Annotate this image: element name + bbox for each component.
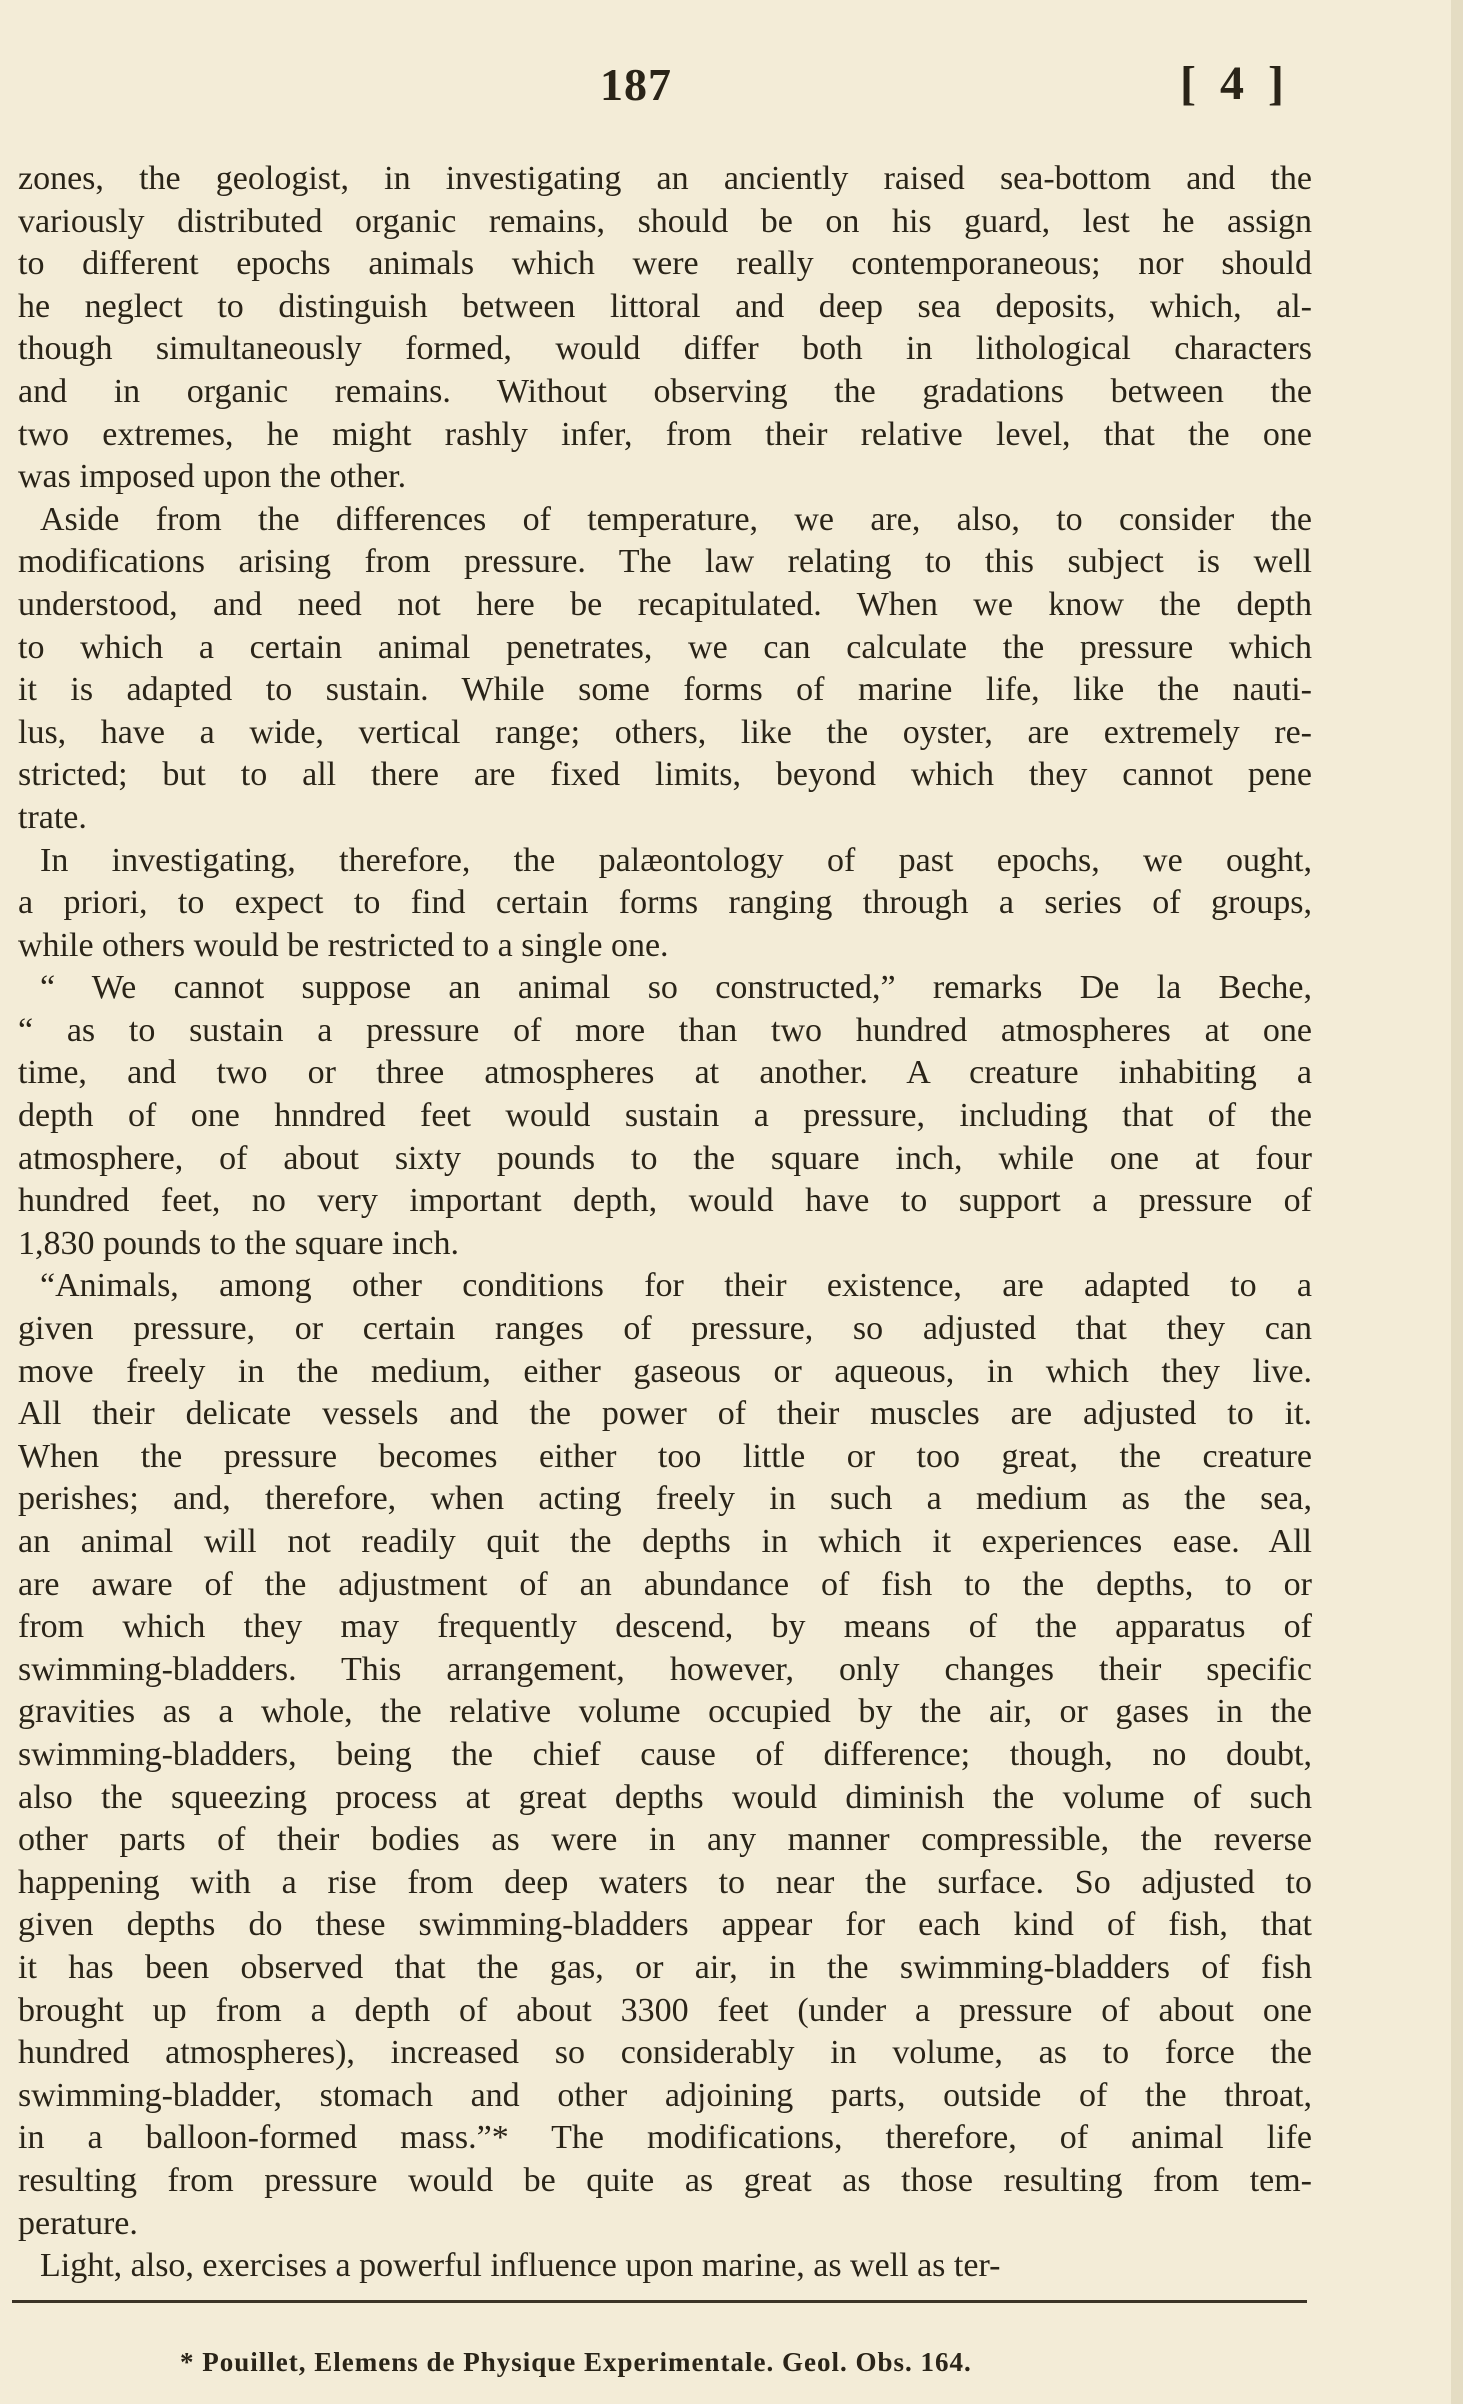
text-line: to different epochs animals which were really contemporaneous; nor should [18, 245, 1312, 283]
text-line: it has been observed that the gas, or air, in the swimming-bladders of fish [18, 1948, 1312, 1986]
text-line: perishes; and, therefore, when acting freely in such a medium as the sea, [18, 1480, 1312, 1518]
text-line: All their delicate vessels and the power of their muscles are adjusted to it. [18, 1395, 1312, 1433]
text-line: are aware of the adjustment of an abundance of fish to the depths, to or [18, 1565, 1312, 1603]
text-line: “ We cannot suppose an animal so constructed,” remarks De la Beche, [40, 969, 1312, 1007]
text-line: perature. [18, 2204, 138, 2242]
text-line: given depths do these swimming-bladders appear for each kind of fish, that [18, 1906, 1312, 1944]
text-line: swimming-bladders, being the chief cause of difference; though, no doubt, [18, 1735, 1312, 1773]
text-line: it is adapted to sustain. While some forms of marine life, like the nauti- [18, 671, 1312, 709]
body-text [18, 158, 1312, 2288]
footnote: * Pouillet, Elemens de Physique Experimentale. Geol. Obs. 164. [180, 2347, 972, 2377]
text-line: zones, the geologist, in investigating an anciently raised sea-bottom and the [18, 160, 1312, 197]
text-line: to which a certain animal penetrates, we can calculate the pressure which [18, 628, 1312, 666]
text-line: a priori, to expect to find certain forms ranging through a series of groups, [18, 884, 1312, 922]
text-line: Aside from the differences of temperature, we are, also, to consider the [40, 500, 1312, 538]
text-line: also the squeezing process at great depths would diminish the volume of such [18, 1778, 1312, 1816]
footnote-rule [12, 2300, 1307, 2303]
text-line: atmosphere, of about sixty pounds to the square inch, while one at four [18, 1139, 1312, 1177]
text-line: in a balloon-formed mass.”* The modifications, therefore, of animal life [18, 2119, 1312, 2157]
text-line: from which they may frequently descend, by means of the apparatus of [18, 1608, 1312, 1646]
page-number: 187 [600, 59, 672, 110]
text-line: “Animals, among other conditions for their existence, are adapted to a [40, 1267, 1312, 1305]
text-line: resulting from pressure would be quite as great as those resulting from tem- [18, 2161, 1312, 2199]
text-line: In investigating, therefore, the palæontology of past epochs, we ought, [40, 841, 1312, 879]
text-line: 1,830 pounds to the square inch. [18, 1224, 459, 1262]
text-line: an animal will not readily quit the depths in which it experiences ease. All [18, 1523, 1312, 1560]
text-line: he neglect to distinguish between littoral and deep sea deposits, which, al- [18, 287, 1312, 325]
text-line: swimming-bladder, stomach and other adjoining parts, outside of the throat, [18, 2076, 1312, 2114]
section-marker: [ 4 ] [1180, 57, 1290, 110]
text-line: brought up from a depth of about 3300 feet (under a pressure of about one [18, 1991, 1312, 2029]
text-line: hundred feet, no very important depth, would have to support a pressure of [18, 1182, 1312, 1220]
text-line: swimming-bladders. This arrangement, however, only changes their specific [18, 1650, 1312, 1688]
text-line: understood, and need not here be recapitulated. When we know the depth [18, 585, 1312, 623]
text-line: was imposed upon the other. [18, 458, 407, 496]
text-line: and in organic remains. Without observing the gradations between the [18, 372, 1312, 410]
text-line: happening with a rise from deep waters to near the surface. So adjusted to [18, 1863, 1312, 1901]
text-line: time, and two or three atmospheres at another. A creature inhabiting a [18, 1054, 1312, 1092]
text-line: lus, have a wide, vertical range; others, like the oyster, are extremely re- [18, 713, 1312, 751]
text-line: given pressure, or certain ranges of pressure, so adjusted that they can [18, 1310, 1312, 1348]
text-line: while others would be restricted to a single one. [18, 926, 669, 964]
text-line: stricted; but to all there are fixed limits, beyond which they cannot pene [18, 756, 1312, 794]
text-line: two extremes, he might rashly infer, from their relative level, that the one [18, 415, 1312, 453]
text-line: other parts of their bodies as were in any manner compressible, the reverse [18, 1821, 1312, 1859]
text-line: gravities as a whole, the relative volume occupied by the air, or gases in the [18, 1693, 1312, 1731]
text-line: trate. [18, 798, 87, 836]
text-line: hundred atmospheres), increased so considerably in volume, as to force the [18, 2034, 1312, 2072]
text-line: variously distributed organic remains, should be on his guard, lest he assign [18, 202, 1312, 240]
text-line: modifications arising from pressure. The law relating to this subject is well [18, 543, 1312, 581]
text-line: When the pressure becomes either too little or too great, the creature [18, 1437, 1312, 1475]
page-edge-shadow [1451, 0, 1463, 2404]
text-line: Light, also, exercises a powerful influence upon marine, as well as ter- [40, 2247, 1001, 2285]
text-line: “ as to sustain a pressure of more than two hundred atmospheres at one [18, 1011, 1312, 1049]
text-line: though simultaneously formed, would differ both in lithological characters [18, 330, 1312, 368]
text-line: depth of one hnndred feet would sustain a pressure, including that of the [18, 1097, 1312, 1135]
text-line: move freely in the medium, either gaseous or aqueous, in which they live. [18, 1352, 1312, 1390]
